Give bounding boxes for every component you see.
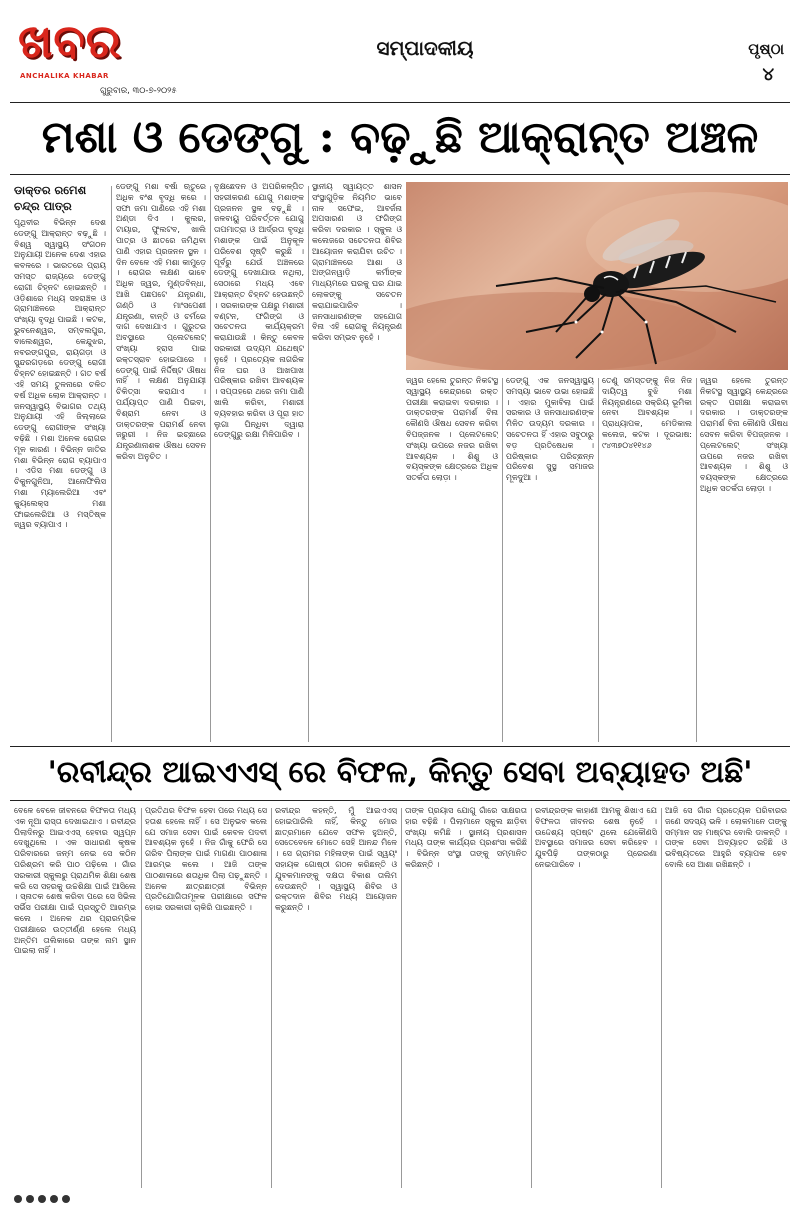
column-divider bbox=[141, 808, 142, 1188]
article1-column-4: ସ୍ଥାନୀୟ ସ୍ୱାୟତ୍ତ ଶାସନ ସଂସ୍ଥାଗୁଡ଼ିକ ନିୟମିତ ଭାବେ ନାଳ ସଫେଇ, ଆବର୍ଜନା ଅପସାରଣ ଓ ଫଗିଙ୍ଗ କରିବା ଦରକାର । ସ୍କୁଲ ଓ କଲେଜରେ ସଚେତନତା ଶିବିର ଆୟୋଜନ କରାଯିବା ଉଚିତ । ଗ୍ରାମାଞ୍ଚଳରେ ଆଶା ଓ ଅଙ୍ଗନୱାଡ଼ି କର୍ମୀଙ୍କ ମାଧ୍ୟମରେ ଘରକୁ ଘର ଯାଇ ଲୋକଙ୍କୁ ସଚେତନ କରାଯାଇପାରିବ । ଜନସାଧାରଣଙ୍କ ସହଯୋଗ ବିନା ଏହି ରୋଗକୁ ନିୟନ୍ତ୍ରଣ କରିବା ସମ୍ଭବ ନୁହେଁ । bbox=[312, 182, 402, 343]
masthead-divider bbox=[10, 102, 790, 103]
issue-date: ଗୁରୁବାର, ୩୦-୭-୨୦୨୫ bbox=[100, 86, 177, 96]
article1-column-7: ତେଣୁ ସମସ୍ତଙ୍କୁ ନିଜ ନିଜ ଦାୟିତ୍ୱ ବୁଝି ମଶା ନିୟନ୍ତ୍ରଣରେ ସକ୍ରିୟ ଭୂମିକା ନେବା ଆବଶ୍ୟକ । ପ୍ରାଧ୍ୟାପକ, ମେଡିକାଲ କଲେଜ, କଟକ । ଦୂରଭାଷ: ୯୪୩୭୦୪୧୧୪୬ bbox=[602, 376, 692, 450]
mosquito-photo bbox=[406, 182, 788, 370]
dot-icon bbox=[26, 1195, 34, 1203]
logo-wordmark: ଖବର bbox=[18, 14, 122, 68]
column-divider bbox=[696, 378, 697, 742]
article1-column-8: ଜ୍ୱର ହେଲେ ତୁରନ୍ତ ନିକଟସ୍ଥ ସ୍ୱାସ୍ଥ୍ୟ କେନ୍ଦ୍ରରେ ରକ୍ତ ପରୀକ୍ଷା କରାଇବା ଦରକାର । ଡାକ୍ତରଙ୍କ ପରାମର୍ଶ ବିନା କୌଣସି ଔଷଧ ସେବନ କରିବା ବିପଜ୍ଜନକ । ପ୍ଲେଟଲେଟ୍ ସଂଖ୍ୟା ଉପରେ ନଜର ରଖିବା ଆବଶ୍ୟକ । ଶିଶୁ ଓ ବୟସ୍କଙ୍କ କ୍ଷେତ୍ରରେ ଅଧିକ ସତର୍କତା ଲୋଡ଼ା । bbox=[700, 376, 788, 493]
article2-headline: 'ରବୀନ୍ଦ୍ର ଆଇଏଏସ୍ ରେ ବିଫଳ, କିନ୍ତୁ ସେବା ଅବ୍ୟାହତ ଅଛି' bbox=[47, 755, 753, 790]
newspaper-page bbox=[10, 6, 790, 1206]
column-divider bbox=[210, 186, 211, 742]
article2-column-4: ତାଙ୍କ ପ୍ରୟାସ ଯୋଗୁ ଗାଁରେ ସାକ୍ଷରତା ହାର ବଢ଼ିଛି । ପିଲାମାନେ ସ୍କୁଲ ଛାଡ଼ିବା ସଂଖ୍ୟା କମିଛି । ସ୍ଥାନୀୟ ପ୍ରଶାସନ ମଧ୍ୟ ତାଙ୍କ କାର୍ଯ୍ୟର ପ୍ରଶଂସା କରିଛି । ବିଭିନ୍ନ ସଂସ୍ଥା ତାଙ୍କୁ ସମ୍ମାନିତ କରିଛନ୍ତି । bbox=[405, 806, 527, 869]
article2-column-2: ପ୍ରତିଥର ବିଫଳ ହେବା ପରେ ମଧ୍ୟ ସେ ହତାଶ ହେଲେ ନାହିଁ । ସେ ଅନୁଭବ କଲେ ଯେ ସମାଜ ସେବା ପାଇଁ କେବଳ ପଦବୀ ଆବଶ୍ୟକ ନୁହେଁ । ନିଜ ଗାଁକୁ ଫେରି ସେ ଗରିବ ପିଲାଙ୍କ ପାଇଁ ମାଗଣା ପାଠଶାଳା ଆରମ୍ଭ କଲେ । ଆଜି ତାଙ୍କ ପାଠଶାଳାରେ ଶତାଧିକ ପିଲା ପଢ଼ୁଛନ୍ତି । ଅନେକ ଛାତ୍ରଛାତ୍ରୀ ବିଭିନ୍ନ ପ୍ରତିଯୋଗିତାମୂଳକ ପରୀକ୍ଷାରେ ସଫଳ ହୋଇ ସରକାରୀ ଚାକିରି ପାଇଛନ୍ତି । bbox=[145, 806, 267, 913]
column-divider bbox=[401, 808, 402, 1188]
headline1-divider bbox=[10, 174, 790, 175]
dot-icon bbox=[50, 1195, 58, 1203]
headline2-divider bbox=[10, 800, 790, 801]
column-divider bbox=[111, 186, 112, 742]
article1-column-2: ଡେଙ୍ଗୁ ମଶା ବର୍ଷା ଋତୁରେ ଅଧିକ ବଂଶ ବୃଦ୍ଧି କରେ । ସଫା ଜମା ପାଣିରେ ଏହି ମଶା ଅଣ୍ଡା ଦିଏ । କୁଲର, ଟାୟାର, ଫୁଲଟବ, ଖାଲି ପାତ୍ର ଓ ଛାତରେ ଜମିଥିବା ପାଣି ଏହାର ପ୍ରଜନନ ସ୍ଥଳ । ଦିନ ବେଳେ ଏହି ମଶା କାମୁଡ଼େ । ରୋଗର ଲକ୍ଷଣ ଭାବେ ଅଧିକ ଜ୍ୱର, ମୁଣ୍ଡବିନ୍ଧା, ଆଖି ପଛପଟେ ଯନ୍ତ୍ରଣା, ଗଣ୍ଠି ଓ ମାଂସପେଶୀ ଯନ୍ତ୍ରଣା, ବାନ୍ତି ଓ ଚର୍ମରେ ଦାଗ ଦେଖାଯାଏ । ଗୁରୁତର ଅବସ୍ଥାରେ ପ୍ଲେଟଲେଟ୍ ସଂଖ୍ୟା ହ୍ରାସ ପାଇ ରକ୍ତସ୍ରାବ ହୋଇପାରେ । ଡେଙ୍ଗୁ ପାଇଁ ନିର୍ଦ୍ଦିଷ୍ଟ ଔଷଧ ନାହିଁ । ଲକ୍ଷଣ ଅନୁଯାୟୀ ଚିକିତ୍ସା କରାଯାଏ । ପର୍ଯ୍ୟାପ୍ତ ପାଣି ପିଇବା, ବିଶ୍ରାମ ନେବା ଓ ଡାକ୍ତରଙ୍କ ପରାମର୍ଶ ନେବା ଜରୁରୀ । ନିଜ ଇଚ୍ଛାରେ ଯନ୍ତ୍ରଣାନାଶକ ଔଷଧ ସେବନ କରିବା ଅନୁଚିତ । bbox=[116, 182, 206, 461]
newspaper-logo bbox=[18, 10, 188, 84]
dot-icon bbox=[38, 1195, 46, 1203]
article2-column-6: ଆଜି ସେ ଗାଁର ପ୍ରତ୍ୟେକ ପରିବାରର ଜଣେ ସଦସ୍ୟ ଭଳି । ଲୋକମାନେ ତାଙ୍କୁ ସମ୍ମାନ ସହ ମାଷ୍ଟର ବୋଲି ଡାକନ୍ତି । ତାଙ୍କ ସେବା ଅବ୍ୟାହତ ରହିଛି ଓ ଭବିଷ୍ୟତରେ ଆହୁରି ବ୍ୟାପକ ହେବ ବୋଲି ସେ ଆଶା ରଖିଛନ୍ତି । bbox=[665, 806, 787, 869]
article2-column-5: ରବୀନ୍ଦ୍ରଙ୍କ କାହାଣୀ ଆମକୁ ଶିଖାଏ ଯେ ବିଫଳତା ଜୀବନର ଶେଷ ନୁହେଁ । ଉଦ୍ଦେଶ୍ୟ ସ୍ପଷ୍ଟ ଥିଲେ ଯେକୌଣସି ଅବସ୍ଥାରେ ସମାଜର ସେବା କରିହେବ । ଯୁବପିଢ଼ି ତାଙ୍କଠାରୁ ପ୍ରେରଣା ନେଇପାରିବେ । bbox=[535, 806, 657, 869]
article-divider bbox=[10, 746, 790, 747]
article2-column-3: ରବୀନ୍ଦ୍ର କହନ୍ତି, ମୁଁ ଆଇଏଏସ୍ ହୋଇପାରିଲି ନାହିଁ, କିନ୍ତୁ ମୋର ଛାତ୍ରମାନେ ଯେବେ ସଫଳ ହୁଅନ୍ତି, ସେତେବେଳେ ମୋତେ ସେହି ଆନନ୍ଦ ମିଳେ । ସେ ଗ୍ରାମର ମହିଳାଙ୍କ ପାଇଁ ସ୍ୱୟଂ ସହାୟକ ଗୋଷ୍ଠୀ ଗଠନ କରିଛନ୍ତି ଓ ଯୁବକମାନଙ୍କୁ ଦକ୍ଷତା ବିକାଶ ତାଲିମ ଦେଉଛନ୍ତି । ସ୍ୱାସ୍ଥ୍ୟ ଶିବିର ଓ ରକ୍ତଦାନ ଶିବିର ମଧ୍ୟ ଆୟୋଜନ କରୁଛନ୍ତି । bbox=[275, 806, 397, 913]
column-divider bbox=[661, 808, 662, 1188]
column-divider bbox=[502, 378, 503, 742]
dot-icon bbox=[14, 1195, 22, 1203]
column-divider bbox=[308, 186, 309, 742]
article1-byline: ଡାକ୍ତର ରମେଶ ଚନ୍ଦ୍ର ପାତ୍ର bbox=[14, 183, 87, 213]
column-divider bbox=[271, 808, 272, 1188]
masthead bbox=[10, 6, 790, 102]
article1-headline: ମଶା ଓ ଡେଙ୍ଗୁ : ବଢ଼ୁଛି ଆକ୍ରାନ୍ତ ଅଞ୍ଚଳ bbox=[41, 112, 759, 163]
mosquito-icon bbox=[406, 182, 788, 370]
article1-column-3: ବୃକ୍ଷଛେଦନ ଓ ଅପରିକଳ୍ପିତ ସହରୀକରଣ ଯୋଗୁ ମଶାଙ୍କ ପ୍ରଜନନ ସ୍ଥଳ ବଢ଼ୁଛି । ଜଳବାୟୁ ପରିବର୍ତ୍ତନ ଯୋଗୁ ତାପମାତ୍ରା ଓ ଆର୍ଦ୍ରତା ବୃଦ୍ଧି ମଶାଙ୍କ ପାଇଁ ଅନୁକୂଳ ପରିବେଶ ସୃଷ୍ଟି କରୁଛି । ପୂର୍ବରୁ ଯେଉଁ ଅଞ୍ଚଳରେ ଡେଙ୍ଗୁ ଦେଖାଯାଉ ନଥିଲା, ସେଠାରେ ମଧ୍ୟ ଏବେ ଆକ୍ରାନ୍ତ ଚିହ୍ନଟ ହେଉଛନ୍ତି । ସରକାରଙ୍କ ପକ୍ଷରୁ ମଶାରୀ ବଣ୍ଟନ, ଫଗିଙ୍ଗ ଓ ସଚେତନତା କାର୍ଯ୍ୟକ୍ରମ କରାଯାଉଛି । କିନ୍ତୁ କେବଳ ସରକାରୀ ଉଦ୍ୟମ ଯଥେଷ୍ଟ ନୁହେଁ । ପ୍ରତ୍ୟେକ ନାଗରିକ ନିଜ ଘର ଓ ଆଖପାଖ ପରିଷ୍କାର ରଖିବା ଆବଶ୍ୟକ । ସପ୍ତାହରେ ଥରେ ଜମା ପାଣି ଖାଲି କରିବା, ମଶାରୀ ବ୍ୟବହାର କରିବା ଓ ପୂରା ହାତ ଲୁଗା ପିନ୍ଧିବା ଦ୍ୱାରା ଡେଙ୍ଗୁରୁ ରକ୍ଷା ମିଳିପାରିବ । bbox=[214, 182, 304, 440]
footer-ornament bbox=[14, 1192, 214, 1206]
logo-tagline: ANCHALIKA KHABAR bbox=[20, 72, 109, 80]
column-divider bbox=[531, 808, 532, 1188]
page-number: ୪ bbox=[762, 64, 774, 85]
article1-column-5: ଜ୍ୱର ହେଲେ ତୁରନ୍ତ ନିକଟସ୍ଥ ସ୍ୱାସ୍ଥ୍ୟ କେନ୍ଦ୍ରରେ ରକ୍ତ ପରୀକ୍ଷା କରାଇବା ଦରକାର । ଡାକ୍ତରଙ୍କ ପରାମର୍ଶ ବିନା କୌଣସି ଔଷଧ ସେବନ କରିବା ବିପଜ୍ଜନକ । ପ୍ଲେଟଲେଟ୍ ସଂଖ୍ୟା ଉପରେ ନଜର ରଖିବା ଆବଶ୍ୟକ । ଶିଶୁ ଓ ବୟସ୍କଙ୍କ କ୍ଷେତ୍ରରେ ଅଧିକ ସତର୍କତା ଲୋଡ଼ା । bbox=[406, 376, 498, 483]
article1-column-6: ଡେଙ୍ଗୁ ଏକ ଜନସ୍ୱାସ୍ଥ୍ୟ ସମସ୍ୟା ଭାବେ ଉଭା ହୋଇଛି । ଏହାର ମୁକାବିଲା ପାଇଁ ସରକାର ଓ ଜନସାଧାରଣଙ୍କ ମିଳିତ ଉଦ୍ୟମ ଦରକାର । ସଚେତନତା ହିଁ ଏହାର ସବୁଠାରୁ ବଡ଼ ପ୍ରତିଷେଧକ । ପରିଷ୍କାର ପରିଚ୍ଛନ୍ନ ପରିବେଶ ସୁସ୍ଥ ସମାଜର ମୂଳଦୁଆ । bbox=[506, 376, 594, 483]
column-divider bbox=[598, 378, 599, 742]
section-title: ସମ୍ପାଦକୀୟ bbox=[376, 36, 474, 60]
page-label: ପୃଷ୍ଠା bbox=[748, 40, 784, 58]
dot-icon bbox=[62, 1195, 70, 1203]
article1-column-1: ପୃଥିବୀର ବିଭିନ୍ନ ଦେଶ ଡେଙ୍ଗୁ ଆକ୍ରାନ୍ତ ବଢ଼ୁଛି । ବିଶ୍ୱ ସ୍ୱାସ୍ଥ୍ୟ ସଂଗଠନ ଅନୁଯାୟୀ ଅନେକ ଦେଶ ଏହାର କବଳରେ । ଭାରତରେ ପ୍ରାୟ ସମସ୍ତ ରାଜ୍ୟରେ ଡେଙ୍ଗୁ ରୋଗୀ ଚିହ୍ନଟ ହୋଇଛନ୍ତି । ଓଡ଼ିଶାରେ ମଧ୍ୟ ସହରାଞ୍ଚଳ ଓ ଗ୍ରାମାଞ୍ଚଳରେ ଆକ୍ରାନ୍ତ ସଂଖ୍ୟା ବୃଦ୍ଧି ପାଇଛି । କଟକ, ଭୁବନେଶ୍ୱର, ସମ୍ବଲପୁର, ବାଲେଶ୍ୱର, କେନ୍ଦୁଝର, ନବରଙ୍ଗପୁର, ରାୟଗଡ଼ା ଓ ସୁନ୍ଦରଗଡ଼ରେ ଡେଙ୍ଗୁ ରୋଗୀ ଚିହ୍ନଟ ହୋଇଛନ୍ତି । ଗତ ବର୍ଷ ଏହି ସମୟ ତୁଳନାରେ ଚଳିତ ବର୍ଷ ଅଧିକ ଲୋକ ଆକ୍ରାନ୍ତ । ଜନସ୍ୱାସ୍ଥ୍ୟ ବିଭାଗର ତଥ୍ୟ ଅନୁଯାୟୀ ଏହି ଜିଲ୍ଲାରେ ଡେଙ୍ଗୁ ରୋଗୀଙ୍କ ସଂଖ୍ୟା ବଢ଼ିଛି । ମଶା ଅନେକ ରୋଗର ମୂଳ କାରଣ । ବିଭିନ୍ନ ଜାତିର ମଶା ବିଭିନ୍ନ ରୋଗ ବ୍ୟାପାଏ । ଏଡିସ ମଶା ଡେଙ୍ଗୁ ଓ ଚିକୁନଗୁନିଆ, ଆନୋଫିଲିସ ମଶା ମ୍ୟାଲେରିଆ ଏବଂ କ୍ୟୁଲେକ୍ସ ମଶା ଫାଇଲେରିଆ ଓ ମସ୍ତିଷ୍କ ଜ୍ୱର ବ୍ୟାପାଏ । bbox=[14, 218, 106, 530]
article2-column-1: ବେଳେ ବେଳେ ଜୀବନରେ ବିଫଳତା ମଧ୍ୟ ଏକ ନୂଆ ରାସ୍ତା ଦେଖାଇଥାଏ । ରବୀନ୍ଦ୍ର ପିଲାଦିନରୁ ଆଇଏଏସ୍ ହେବାର ସ୍ୱପ୍ନ ଦେଖୁଥିଲେ । ଏକ ସାଧାରଣ କୃଷକ ପରିବାରରେ ଜନ୍ମ ନେଇ ସେ କଠିନ ପରିଶ୍ରମ କରି ପାଠ ପଢ଼ିଲେ । ଗାଁର ସରକାରୀ ସ୍କୁଲରୁ ପ୍ରାଥମିକ ଶିକ୍ଷା ଶେଷ କରି ସେ ସହରକୁ ଉଚ୍ଚଶିକ୍ଷା ପାଇଁ ଆସିଲେ । ସ୍ନାତକ ଶେଷ କରିବା ପରେ ସେ ସିଭିଲ ସର୍ଭିସ ପରୀକ୍ଷା ପାଇଁ ପ୍ରସ୍ତୁତି ଆରମ୍ଭ କଲେ । ଅନେକ ଥର ପ୍ରାରମ୍ଭିକ ପରୀକ୍ଷାରେ ଉତ୍ତୀର୍ଣ୍ଣ ହେଲେ ମଧ୍ୟ ଅନ୍ତିମ ତାଲିକାରେ ତାଙ୍କ ନାମ ସ୍ଥାନ ପାଇଲା ନାହିଁ । bbox=[14, 806, 136, 956]
